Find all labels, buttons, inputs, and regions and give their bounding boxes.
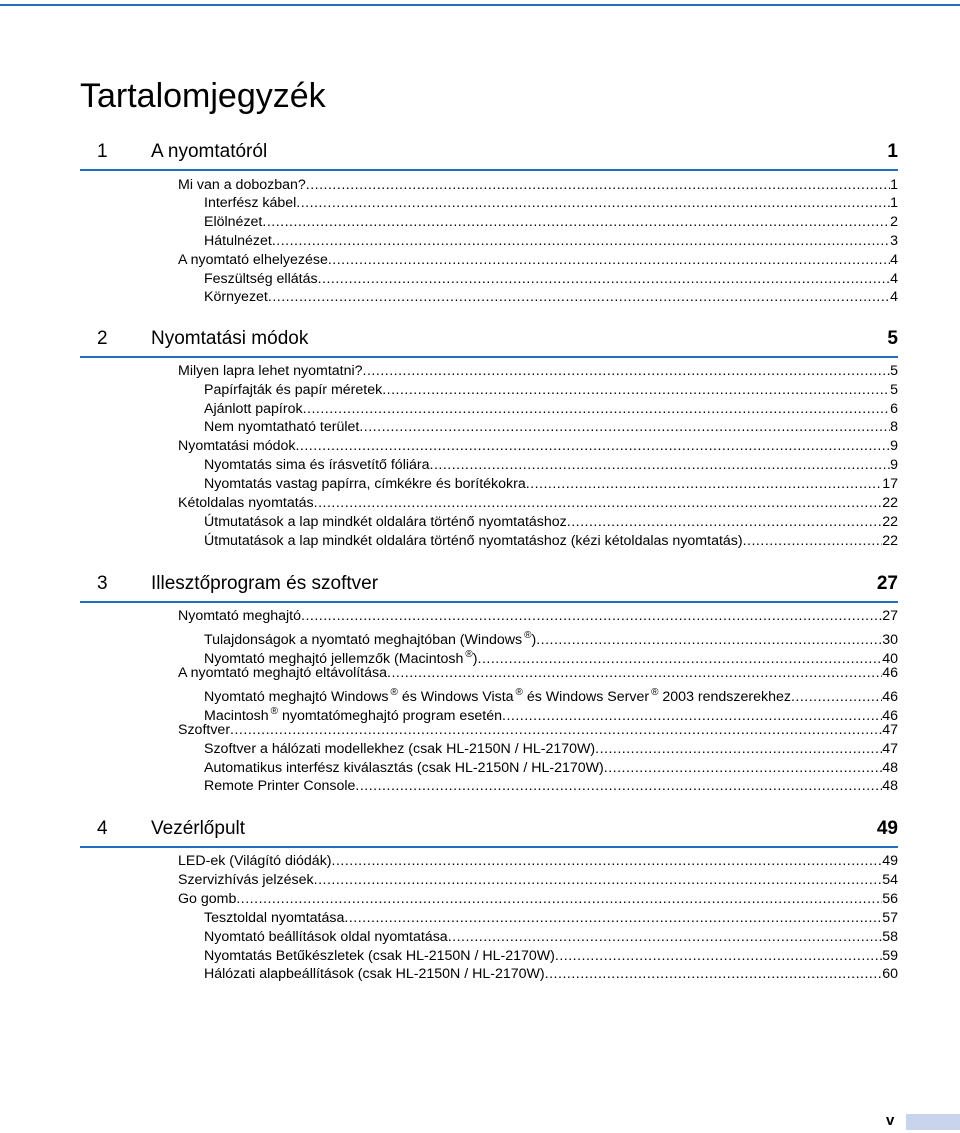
chapter-page: 1 [887, 141, 898, 162]
toc-entry[interactable] [204, 513, 898, 532]
entry-page: 2 [890, 214, 898, 230]
leader-dots [314, 494, 883, 513]
entry-page: 5 [890, 382, 898, 398]
entry-page: 47 [882, 741, 898, 757]
entry-page: 8 [890, 419, 898, 435]
entry-label: Tesztoldal nyomtatása [204, 910, 345, 926]
entry-label: Nem nyomtatható terület [204, 419, 360, 435]
leader-dots [604, 759, 882, 778]
chapter-heading[interactable] [80, 816, 898, 848]
leader-dots [332, 852, 883, 871]
leader-dots [268, 288, 890, 307]
entry-page: 59 [882, 948, 898, 964]
leader-dots [301, 607, 882, 626]
footer-tab [906, 1114, 960, 1130]
toc-entry[interactable] [178, 607, 898, 626]
toc-entry[interactable] [178, 721, 898, 740]
leader-dots [296, 194, 890, 213]
entry-label: Hátulnézet [204, 233, 272, 249]
toc-entry[interactable] [204, 288, 898, 307]
entry-page: 49 [882, 853, 898, 869]
toc-entry[interactable] [204, 965, 898, 984]
entry-label: Remote Printer Console [204, 778, 356, 794]
toc-entry[interactable] [204, 418, 898, 437]
footer-page-number: v [886, 1112, 895, 1129]
entry-page: 22 [882, 533, 898, 549]
top-rule [0, 4, 960, 6]
leader-dots [448, 928, 883, 947]
toc-entry[interactable] [204, 683, 898, 705]
chapter-page: 49 [876, 818, 898, 839]
entry-label: Nyomtató beállítások oldal nyomtatása [204, 929, 448, 945]
leader-dots [236, 890, 882, 909]
leader-dots [430, 456, 891, 475]
leader-dots [318, 270, 891, 289]
entry-label: Automatikus interfész kiválasztás (csak HL-2150N / HL-2170W) [204, 760, 604, 776]
entry-page: 3 [890, 233, 898, 249]
entry-label: Útmutatások a lap mindkét oldalára történő nyomtatáshoz (kézi kétoldalas nyomtatás) [204, 533, 743, 549]
entry-page: 46 [882, 689, 898, 705]
toc-entry[interactable] [178, 437, 898, 456]
entry-label: Milyen lapra lehet nyomtatni? [178, 363, 363, 379]
leader-dots [555, 947, 882, 966]
toc-entry[interactable] [204, 947, 898, 966]
entry-page: 48 [882, 760, 898, 776]
leader-dots [526, 475, 883, 494]
toc-entry[interactable] [204, 702, 898, 724]
leader-dots [314, 871, 883, 890]
registered-mark: ® [651, 687, 659, 698]
entry-label: Tulajdonságok a nyomtató meghajtóban (Windows ®) [204, 630, 537, 648]
leader-dots [303, 400, 891, 419]
chapter-title: Vezérlőpult [151, 818, 246, 839]
toc-entry[interactable] [178, 890, 898, 909]
leader-dots [382, 381, 890, 400]
leader-dots [272, 232, 890, 251]
entry-label: Elölnézet [204, 214, 263, 230]
toc-entry[interactable] [178, 494, 898, 513]
chapter-page: 5 [887, 328, 898, 349]
toc-entry[interactable] [178, 176, 898, 195]
registered-mark: ® [390, 687, 398, 698]
leader-dots [545, 965, 883, 984]
entry-page: 48 [882, 778, 898, 794]
leader-dots [230, 721, 882, 740]
entry-page: 4 [890, 271, 898, 287]
leader-dots [595, 740, 882, 759]
leader-dots [262, 213, 890, 232]
entry-page: 56 [882, 891, 898, 907]
leader-dots [359, 418, 890, 437]
entry-page: 1 [890, 177, 898, 193]
entry-label: Nyomtatás vastag papírra, címkékre és borítékokra [204, 476, 526, 492]
entry-page: 4 [890, 252, 898, 268]
chapter-title: A nyomtatóról [151, 141, 268, 162]
entry-label: Ajánlott papírok [204, 401, 303, 417]
toc-entry[interactable] [204, 645, 898, 667]
entry-label: Nyomtatási módok [178, 438, 296, 454]
toc-entry[interactable] [204, 532, 898, 551]
entry-label: Nyomtatás sima és írásvetítő fóliára [204, 457, 430, 473]
toc-entry[interactable] [204, 456, 898, 475]
toc-entry[interactable] [204, 381, 898, 400]
entry-page: 4 [890, 289, 898, 305]
entry-label: Nyomtató meghajtó [178, 608, 302, 624]
toc-entry[interactable] [204, 759, 898, 778]
entry-page: 1 [890, 195, 898, 211]
entry-label: A nyomtató meghajtó eltávolítása [178, 665, 387, 681]
toc-entry[interactable] [204, 213, 898, 232]
toc-entry[interactable] [178, 251, 898, 270]
entry-label: Hálózati alapbeállítások (csak HL-2150N / HL-2170W) [204, 966, 545, 982]
toc-entry[interactable] [178, 871, 898, 890]
entry-page: 22 [882, 495, 898, 511]
registered-mark: ® [524, 630, 532, 641]
toc-entry[interactable] [204, 232, 898, 251]
chapter-number: 4 [97, 818, 108, 839]
entry-page: 60 [882, 966, 898, 982]
entry-page: 9 [890, 457, 898, 473]
entry-page: 5 [890, 363, 898, 379]
chapter-number: 1 [97, 141, 108, 162]
entry-page: 40 [882, 651, 898, 667]
entry-page: 22 [882, 514, 898, 530]
entry-page: 57 [882, 910, 898, 926]
entry-page: 46 [882, 665, 898, 681]
entry-label: Nyomtatás Betűkészletek (csak HL-2150N / HL-2170W) [204, 948, 555, 964]
toc-entry[interactable] [204, 400, 898, 419]
toc-entry[interactable] [204, 740, 898, 759]
entry-label: A nyomtató elhelyezése [178, 252, 328, 268]
chapter-title: Nyomtatási módok [151, 328, 309, 349]
toc-entry[interactable] [204, 928, 898, 947]
entry-label: LED-ek (Világító diódák) [178, 853, 332, 869]
entry-label: Macintosh ® nyomtatómeghajtó program esetén [204, 706, 503, 724]
leader-dots [306, 176, 890, 195]
leader-dots [387, 664, 882, 683]
leader-dots [355, 777, 882, 796]
leader-dots [295, 437, 890, 456]
toc-entry[interactable] [204, 909, 898, 928]
entry-label: Környezet [204, 289, 268, 305]
entry-label: Kétoldalas nyomtatás [178, 495, 314, 511]
entry-page: 54 [882, 872, 898, 888]
entry-page: 47 [882, 722, 898, 738]
entry-label: Szoftver a hálózati modellekhez (csak HL-2150N / HL-2170W) [204, 741, 596, 757]
entry-page: 9 [890, 438, 898, 454]
entry-label: Go gomb [178, 891, 237, 907]
toc-entry[interactable] [204, 626, 898, 648]
toc-entry[interactable] [204, 194, 898, 213]
registered-mark: ® [270, 706, 279, 717]
entry-page: 6 [890, 401, 898, 417]
entry-label: Szoftver [178, 722, 231, 738]
leader-dots [567, 513, 882, 532]
entry-page: 46 [882, 708, 898, 724]
toc-entry[interactable] [204, 475, 898, 494]
chapter-title: Illesztőprogram és szoftver [151, 573, 379, 594]
toc-entry[interactable] [204, 777, 898, 796]
entry-label: Interfész kábel [204, 195, 297, 211]
toc-entry[interactable] [178, 852, 898, 871]
leader-dots [328, 251, 890, 270]
entry-label: Papírfajták és papír méretek [204, 382, 383, 398]
entry-page: 27 [882, 608, 898, 624]
leader-dots [743, 532, 883, 551]
entry-label: Feszültség ellátás [204, 271, 318, 287]
chapter-number: 2 [97, 328, 108, 349]
leader-dots [363, 362, 891, 381]
entry-label: Mi van a dobozban? [178, 177, 306, 193]
entry-label: Útmutatások a lap mindkét oldalára történő nyomtatáshoz [204, 514, 567, 530]
registered-mark: ® [465, 649, 473, 660]
entry-page: 17 [882, 476, 898, 492]
chapter-heading[interactable] [80, 139, 898, 171]
chapter-number: 3 [97, 573, 108, 594]
registered-mark: ® [515, 687, 523, 698]
toc-entry[interactable] [178, 664, 898, 683]
chapter-heading[interactable] [80, 326, 898, 358]
entry-page: 58 [882, 929, 898, 945]
entry-label: Nyomtató meghajtó Windows ® és Windows Vista ® és Windows Server ® 2003 rendszerekhez [204, 687, 791, 705]
toc-entry[interactable] [204, 270, 898, 289]
entry-page: 30 [882, 632, 898, 648]
entry-label: Nyomtató meghajtó jellemzők (Macintosh ®) [204, 649, 478, 667]
leader-dots [344, 909, 882, 928]
chapter-heading[interactable] [80, 571, 898, 603]
toc-entry[interactable] [178, 362, 898, 381]
chapter-page: 27 [876, 573, 898, 594]
entry-label: Szervizhívás jelzések [178, 872, 314, 888]
page-title: Tartalomjegyzék [80, 77, 326, 115]
